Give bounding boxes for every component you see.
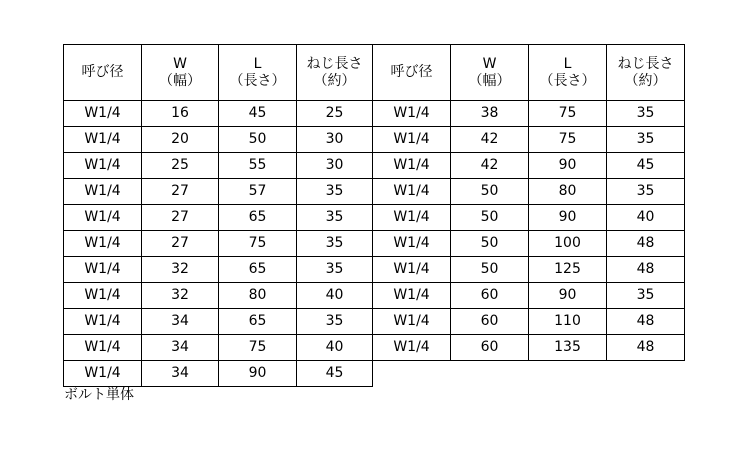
table-cell: 42 <box>451 127 529 153</box>
table-cell: 50 <box>451 179 529 205</box>
table-cell: 35 <box>297 231 373 257</box>
column-header-7 <box>607 45 685 101</box>
table-cell: W1/4 <box>64 335 142 361</box>
table-row <box>64 257 685 283</box>
table-cell: 60 <box>451 309 529 335</box>
table-cell: 57 <box>219 179 297 205</box>
table-cell: 38 <box>451 101 529 127</box>
spec-table <box>63 44 685 387</box>
table-cell: 60 <box>451 283 529 309</box>
column-header-unit: （長さ） <box>539 72 596 89</box>
table-cell: 90 <box>529 153 607 179</box>
table-cell: 65 <box>219 257 297 283</box>
table-cell: W1/4 <box>64 179 142 205</box>
table-row <box>64 309 685 335</box>
table-cell: 27 <box>142 179 219 205</box>
footnote: ボルト単体 <box>64 387 134 403</box>
column-header-title: W <box>482 55 497 72</box>
column-header-unit: （長さ） <box>229 72 286 89</box>
table-cell: 35 <box>607 179 685 205</box>
table-cell: 80 <box>219 283 297 309</box>
table-cell: W1/4 <box>373 309 451 335</box>
table-cell: 35 <box>297 205 373 231</box>
empty-cell <box>373 361 685 387</box>
table-cell: 60 <box>451 335 529 361</box>
table-cell: 65 <box>219 205 297 231</box>
table-cell: 48 <box>607 335 685 361</box>
table-cell: 45 <box>297 361 373 387</box>
table-cell: 75 <box>529 101 607 127</box>
table-cell: W1/4 <box>373 231 451 257</box>
column-header-title: 呼び径 <box>81 64 124 80</box>
table-cell: 65 <box>219 309 297 335</box>
table-cell: 75 <box>529 127 607 153</box>
column-header-0 <box>64 45 142 101</box>
table-cell: 25 <box>297 101 373 127</box>
table-cell: 40 <box>297 335 373 361</box>
table-cell: 40 <box>297 283 373 309</box>
table-header <box>64 45 685 101</box>
table-cell: 50 <box>451 205 529 231</box>
table-cell: W1/4 <box>64 153 142 179</box>
table-body <box>64 101 685 387</box>
table-cell: 35 <box>607 101 685 127</box>
table-cell: W1/4 <box>64 101 142 127</box>
column-header-2 <box>219 45 297 101</box>
table-cell: 125 <box>529 257 607 283</box>
table-cell: 50 <box>451 257 529 283</box>
table-cell: 100 <box>529 231 607 257</box>
table-cell: 35 <box>607 127 685 153</box>
table-cell: 34 <box>142 335 219 361</box>
table-cell: 55 <box>219 153 297 179</box>
table-row <box>64 335 685 361</box>
table-cell: 45 <box>607 153 685 179</box>
table-cell: 40 <box>607 205 685 231</box>
column-header-unit: （幅） <box>468 72 511 89</box>
table-row <box>64 205 685 231</box>
table-cell: 80 <box>529 179 607 205</box>
table-cell: 34 <box>142 309 219 335</box>
table-cell: W1/4 <box>373 101 451 127</box>
table-cell: W1/4 <box>373 335 451 361</box>
table-cell: 90 <box>529 283 607 309</box>
table-cell: W1/4 <box>64 231 142 257</box>
table-cell: W1/4 <box>64 361 142 387</box>
table-row <box>64 101 685 127</box>
table-cell: 32 <box>142 283 219 309</box>
column-header-title: ねじ長さ <box>617 55 674 72</box>
table-cell: 27 <box>142 205 219 231</box>
table-cell: 32 <box>142 257 219 283</box>
table-cell: 48 <box>607 257 685 283</box>
table-cell: 90 <box>529 205 607 231</box>
table-row <box>64 231 685 257</box>
table-cell: 48 <box>607 309 685 335</box>
table-cell: W1/4 <box>373 127 451 153</box>
column-header-title: ねじ長さ <box>306 55 363 72</box>
table-cell: 42 <box>451 153 529 179</box>
table-cell: 48 <box>607 231 685 257</box>
column-header-6 <box>529 45 607 101</box>
column-header-unit: （幅） <box>159 72 201 89</box>
table-cell: 50 <box>451 231 529 257</box>
column-header-unit: （約） <box>313 72 356 89</box>
table-cell: 35 <box>297 179 373 205</box>
header-row <box>64 45 685 101</box>
table-cell: 16 <box>142 101 219 127</box>
table-cell: 35 <box>297 257 373 283</box>
table-cell: W1/4 <box>373 257 451 283</box>
table-cell: W1/4 <box>64 257 142 283</box>
table-cell: 135 <box>529 335 607 361</box>
column-header-4 <box>373 45 451 101</box>
column-header-title: L <box>563 55 572 72</box>
table-cell: W1/4 <box>64 205 142 231</box>
table-cell: W1/4 <box>64 127 142 153</box>
table-cell: 35 <box>297 309 373 335</box>
table-cell: 20 <box>142 127 219 153</box>
table-cell: 34 <box>142 361 219 387</box>
column-header-title: 呼び径 <box>390 64 433 80</box>
table-cell: 50 <box>219 127 297 153</box>
table-cell: W1/4 <box>373 283 451 309</box>
column-header-title: W <box>173 55 187 72</box>
column-header-unit: （約） <box>624 72 667 89</box>
column-header-1 <box>142 45 219 101</box>
table-cell: W1/4 <box>373 205 451 231</box>
table-cell: 30 <box>297 127 373 153</box>
column-header-title: L <box>253 55 262 72</box>
table-cell: W1/4 <box>373 153 451 179</box>
table-cell: 30 <box>297 153 373 179</box>
table-cell: W1/4 <box>64 309 142 335</box>
column-header-3 <box>297 45 373 101</box>
table-cell: 35 <box>607 283 685 309</box>
table-row <box>64 361 685 387</box>
table-cell: 45 <box>219 101 297 127</box>
table-cell: W1/4 <box>373 179 451 205</box>
table-cell: 25 <box>142 153 219 179</box>
table-row <box>64 179 685 205</box>
table-cell: 75 <box>219 231 297 257</box>
table-cell: 75 <box>219 335 297 361</box>
table-cell: 90 <box>219 361 297 387</box>
table-row <box>64 283 685 309</box>
table-row <box>64 153 685 179</box>
table-cell: 27 <box>142 231 219 257</box>
table-cell: W1/4 <box>64 283 142 309</box>
column-header-5 <box>451 45 529 101</box>
table-cell: 110 <box>529 309 607 335</box>
table-row <box>64 127 685 153</box>
